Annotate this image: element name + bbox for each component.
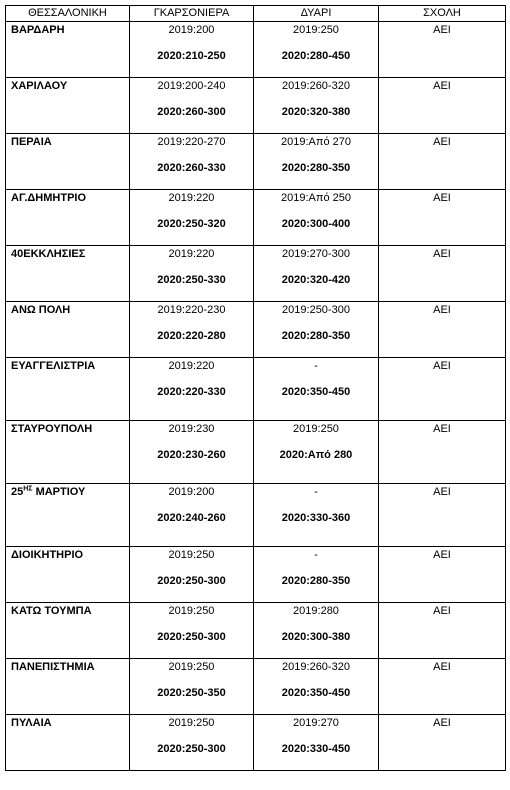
studio-price-cell: [130, 246, 254, 302]
area-cell: [6, 421, 130, 484]
school-cell: ΑΕΙ: [379, 715, 506, 771]
price-2019: -: [314, 486, 318, 498]
table-row: [6, 547, 506, 603]
price-2020: 2020:260-330: [157, 162, 226, 174]
school-cell: ΑΕΙ: [379, 22, 506, 78]
table-row: [6, 715, 506, 771]
header-studio: ΓΚΑΡΣΟΝΙΕΡΑ: [130, 6, 254, 22]
price-2019: 2019:250: [168, 717, 215, 729]
area-name-suffix: ΜΑΡΤΙΟΥ: [32, 486, 86, 498]
price-2019: 2019:280: [293, 605, 339, 617]
studio-price-cell: [130, 22, 254, 78]
price-2020: 2020:250-320: [157, 218, 226, 230]
table-row: [6, 246, 506, 302]
price-2019: 2019:200: [168, 24, 215, 36]
area-name: ΠΕΡΑΙΑ: [11, 136, 52, 148]
header-row: [6, 6, 506, 22]
price-2020: 2020:250-300: [157, 575, 226, 587]
two-bedroom-price-cell: [254, 603, 379, 659]
price-2020: 2020:330-360: [281, 512, 351, 524]
price-2020: 2020:260-300: [157, 106, 226, 118]
header-school: ΣΧΟΛΗ: [379, 6, 506, 22]
table-row: [6, 421, 506, 484]
area-cell: [6, 246, 130, 302]
area-cell: [6, 484, 130, 547]
price-2020: 2020:220-280: [157, 330, 226, 342]
price-2020: 2020:280-450: [281, 50, 351, 62]
price-2020: 2020:240-260: [157, 512, 226, 524]
price-2019: 2019:220: [168, 192, 215, 204]
studio-price-cell: [130, 715, 254, 771]
area-name: ΠΑΝΕΠΙΣΤΗΜΙΑ: [11, 661, 95, 673]
table-row: [6, 134, 506, 190]
area-name: ΠΥΛΑΙΑ: [11, 717, 52, 729]
area-cell: [6, 603, 130, 659]
area-cell: [6, 715, 130, 771]
area-name: ΑΓ.ΔΗΜΗΤΡΙΟ: [11, 192, 87, 204]
table-row: [6, 484, 506, 547]
table-row: [6, 190, 506, 246]
two-bedroom-price-cell: [254, 22, 379, 78]
area-name: ΧΑΡΙΛΑΟΥ: [11, 80, 68, 92]
header-city: ΘΕΣΣΑΛΟΝΙΚΗ: [6, 6, 130, 22]
school-cell: ΑΕΙ: [379, 659, 506, 715]
area-name: ΕΥΑΓΓΕΛΙΣΤΡΙΑ: [11, 360, 96, 372]
price-2020: 2020:Από 280: [279, 449, 353, 461]
studio-price-cell: [130, 547, 254, 603]
area-superscript: ΗΣ: [23, 485, 33, 493]
price-2019: 2019:200: [168, 486, 215, 498]
school-cell: ΑΕΙ: [379, 603, 506, 659]
price-2019: 2019:250: [168, 605, 215, 617]
price-2019: 2019:220: [168, 360, 215, 372]
price-2020: 2020:300-400: [281, 218, 351, 230]
studio-price-cell: [130, 484, 254, 547]
two-bedroom-price-cell: [254, 484, 379, 547]
price-2019: 2019:270: [293, 717, 339, 729]
school-cell: ΑΕΙ: [379, 421, 506, 484]
area-name: ΒΑΡΔΑΡΗ: [11, 24, 65, 36]
price-2019: 2019:260-320: [282, 80, 350, 92]
table-row: [6, 302, 506, 358]
studio-price-cell: [130, 302, 254, 358]
table-row: [6, 358, 506, 421]
school-cell: ΑΕΙ: [379, 358, 506, 421]
school-cell: ΑΕΙ: [379, 246, 506, 302]
table-row: [6, 78, 506, 134]
two-bedroom-price-cell: [254, 190, 379, 246]
area-name: ΚΑΤΩ ΤΟΥΜΠΑ: [11, 605, 92, 617]
area-cell: [6, 78, 130, 134]
school-cell: ΑΕΙ: [379, 547, 506, 603]
two-bedroom-price-cell: [254, 302, 379, 358]
two-bedroom-price-cell: [254, 421, 379, 484]
school-cell: ΑΕΙ: [379, 484, 506, 547]
price-2020: 2020:220-330: [157, 386, 226, 398]
two-bedroom-price-cell: [254, 358, 379, 421]
two-bedroom-price-cell: [254, 134, 379, 190]
area-cell: [6, 134, 130, 190]
two-bedroom-price-cell: [254, 715, 379, 771]
price-2020: 2020:280-350: [281, 330, 351, 342]
price-2019: -: [314, 549, 318, 561]
studio-price-cell: [130, 358, 254, 421]
studio-price-cell: [130, 78, 254, 134]
header-two-bedroom: ΔΥΑΡΙ: [254, 6, 379, 22]
school-cell: ΑΕΙ: [379, 134, 506, 190]
studio-price-cell: [130, 134, 254, 190]
price-2019: 2019:230: [168, 423, 215, 435]
studio-price-cell: [130, 603, 254, 659]
price-2019: 2019:260-320: [282, 661, 350, 673]
school-cell: ΑΕΙ: [379, 302, 506, 358]
studio-price-cell: [130, 190, 254, 246]
price-2019: 2019:200-240: [157, 80, 226, 92]
area-cell: [6, 358, 130, 421]
price-2019: 2019:250: [168, 661, 215, 673]
price-2020: 2020:300-380: [281, 631, 351, 643]
studio-price-cell: [130, 421, 254, 484]
table-row: [6, 22, 506, 78]
price-2020: 2020:320-420: [281, 274, 351, 286]
price-2020: 2020:210-250: [157, 50, 226, 62]
price-2020: 2020:250-300: [157, 743, 226, 755]
area-cell: [6, 190, 130, 246]
table-row: [6, 603, 506, 659]
studio-price-cell: [130, 659, 254, 715]
rent-table: [5, 5, 506, 771]
price-2019: 2019:270-300: [282, 248, 350, 260]
area-cell: [6, 22, 130, 78]
price-2020: 2020:250-350: [157, 687, 226, 699]
price-2019: 2019:Από 250: [281, 192, 351, 204]
area-cell: [6, 659, 130, 715]
price-2020: 2020:250-300: [157, 631, 226, 643]
area-name: ΔΙΟΙΚΗΤΗΡΙΟ: [11, 549, 84, 561]
area-name: ΑΝΩ ΠΟΛΗ: [11, 304, 71, 316]
price-2019: 2019:250: [293, 24, 339, 36]
table-row: [6, 659, 506, 715]
price-2020: 2020:280-350: [281, 162, 351, 174]
price-2019: 2019:220-270: [157, 136, 226, 148]
area-name: ΣΤΑΥΡΟΥΠΟΛΗ: [11, 423, 93, 435]
price-2019: 2019:250: [168, 549, 215, 561]
price-2019: 2019:220: [168, 248, 215, 260]
area-name: 25: [11, 486, 24, 498]
price-2020: 2020:330-450: [281, 743, 351, 755]
price-2020: 2020:230-260: [157, 449, 226, 461]
price-2019: 2019:250-300: [282, 304, 350, 316]
school-cell: ΑΕΙ: [379, 78, 506, 134]
price-2020: 2020:350-450: [281, 386, 351, 398]
price-2020: 2020:350-450: [281, 687, 351, 699]
area-cell: [6, 547, 130, 603]
two-bedroom-price-cell: [254, 659, 379, 715]
price-2020: 2020:320-380: [281, 106, 351, 118]
price-2019: -: [314, 360, 318, 372]
price-2019: 2019:Από 270: [281, 136, 351, 148]
price-2020: 2020:250-330: [157, 274, 226, 286]
area-name: 40ΕΚΚΛΗΣΙΕΣ: [11, 248, 86, 260]
school-cell: ΑΕΙ: [379, 190, 506, 246]
two-bedroom-price-cell: [254, 547, 379, 603]
area-cell: [6, 302, 130, 358]
price-2019: 2019:220-230: [157, 304, 226, 316]
two-bedroom-price-cell: [254, 78, 379, 134]
price-2020: 2020:280-350: [281, 575, 351, 587]
two-bedroom-price-cell: [254, 246, 379, 302]
price-2019: 2019:250: [293, 423, 339, 435]
